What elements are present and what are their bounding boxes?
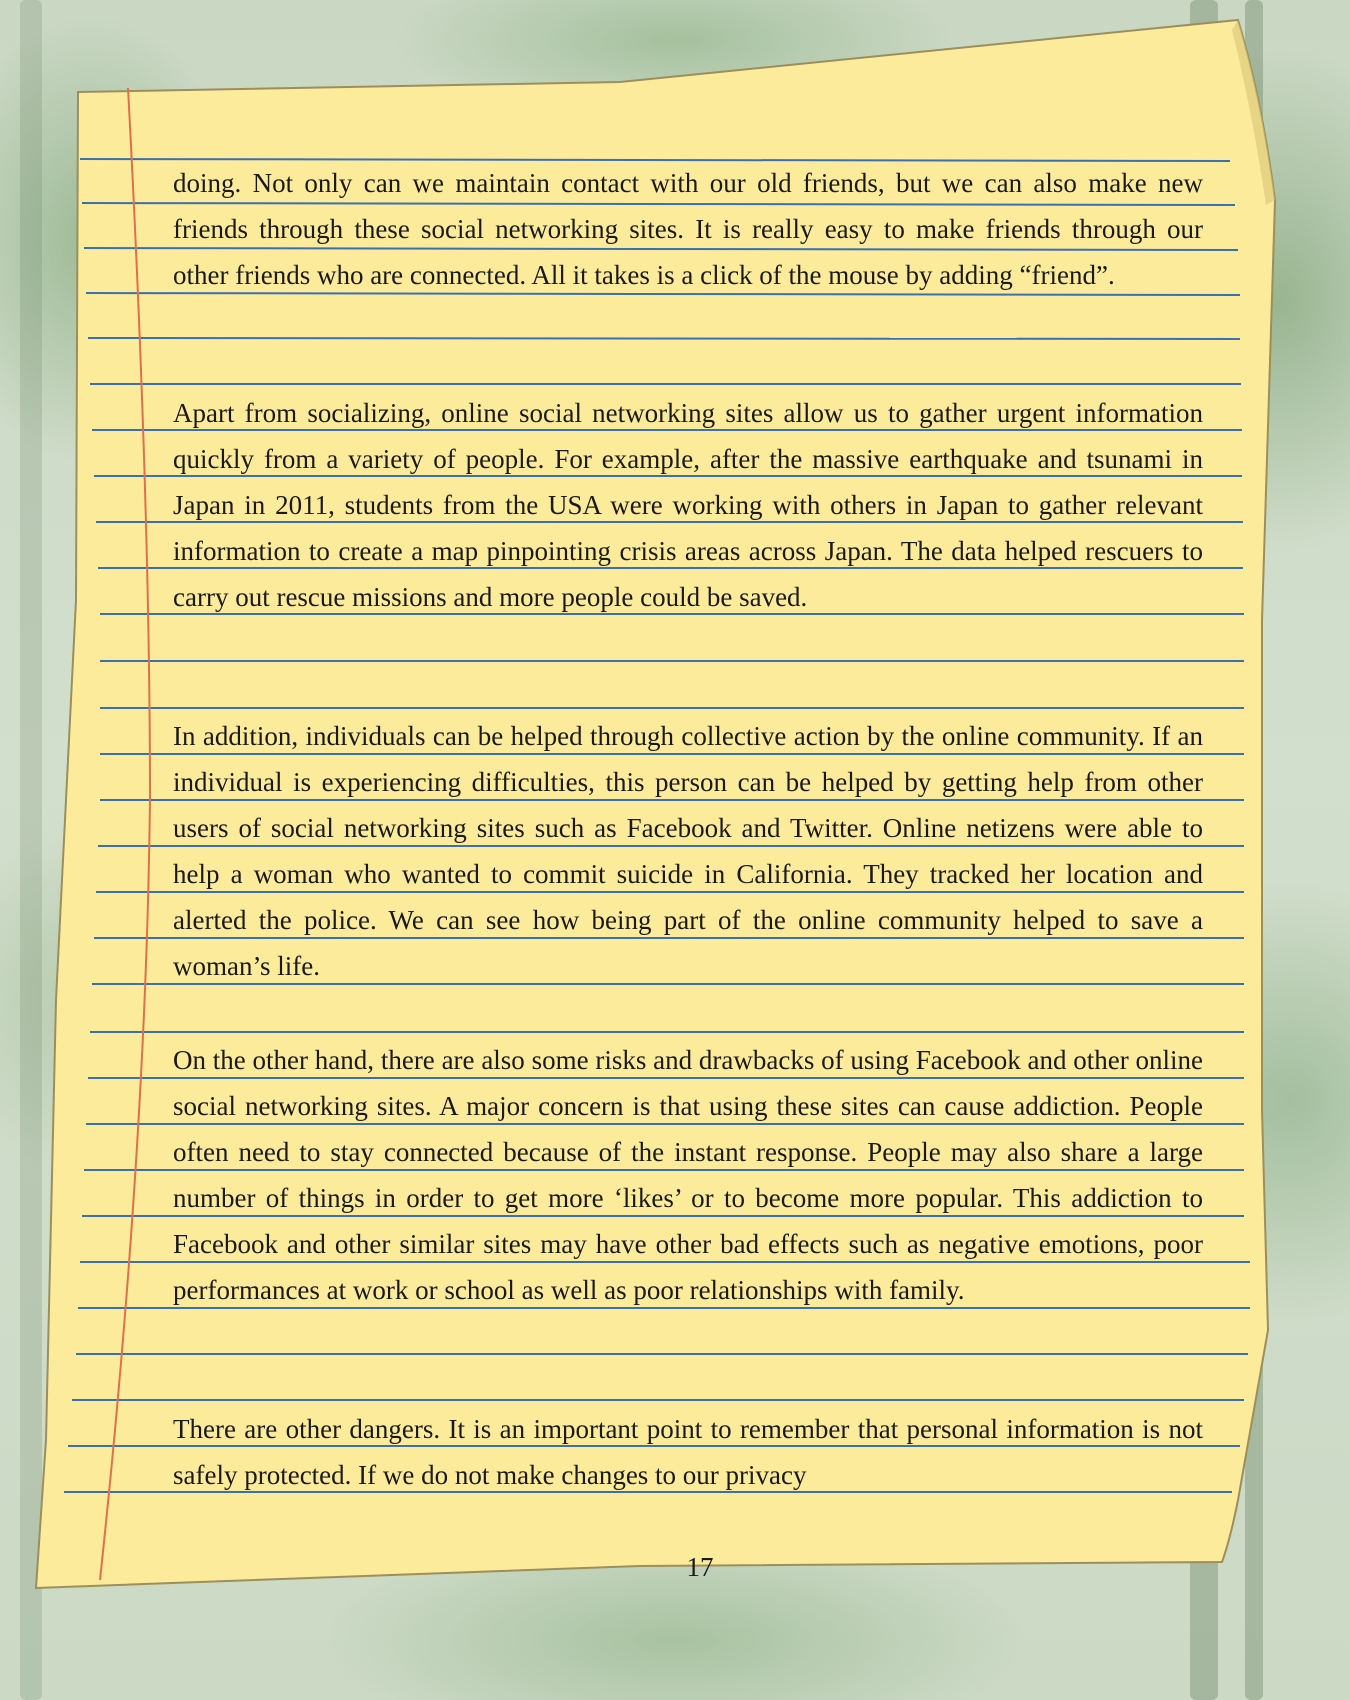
paragraph-collective-action: In addition, individuals can be helped through collective action by the online community. If an individual is experiencing difficulties, this person can be helped by getting help from other users of social networking sites such as Facebook and Twitter. Online netizens were able to help a woman who wanted to commit suicide in California. They tracked her location and alerted the police. We can see how being part of the online community helped to save a woman’s life. <box>173 721 1203 981</box>
paragraph-friends: doing. Not only can we maintain contact with our old friends, but we can also make new friends through these social networking sites. It is really easy to make friends through our other friends who are connected. All it takes is a click of the mouse by adding “friend”. <box>173 168 1203 290</box>
paragraph-other-dangers: There are other dangers. It is an important point to remember that personal information is not safely protected. If we do not make changes to our privacy <box>173 1414 1203 1490</box>
paragraph-risks-drawbacks: On the other hand, there are also some risks and drawbacks of using Facebook and other online social networking sites. A major concern is that using these sites can cause addiction. People often need to stay connected because of the instant response. People may also share a large number of things in order to get more ‘likes’ or to become more popular. This addiction to Facebook and other similar sites may have other bad effects such as negative emotions, poor performances at work or school as well as poor relationships with family. <box>173 1045 1203 1305</box>
ruled-line <box>88 338 1240 339</box>
paragraph-urgent-information: Apart from socializing, online social networking sites allow us to gather urgent information quickly from a variety of people. For example, after the massive earthquake and tsunami in Japan in 2011, students from the USA were working with others in Japan to gather relevant information to create a map pinpointing crisis areas across Japan. The data helped rescuers to carry out rescue missions and more people could be saved. <box>173 398 1203 612</box>
page-number: 17 <box>686 1552 714 1582</box>
